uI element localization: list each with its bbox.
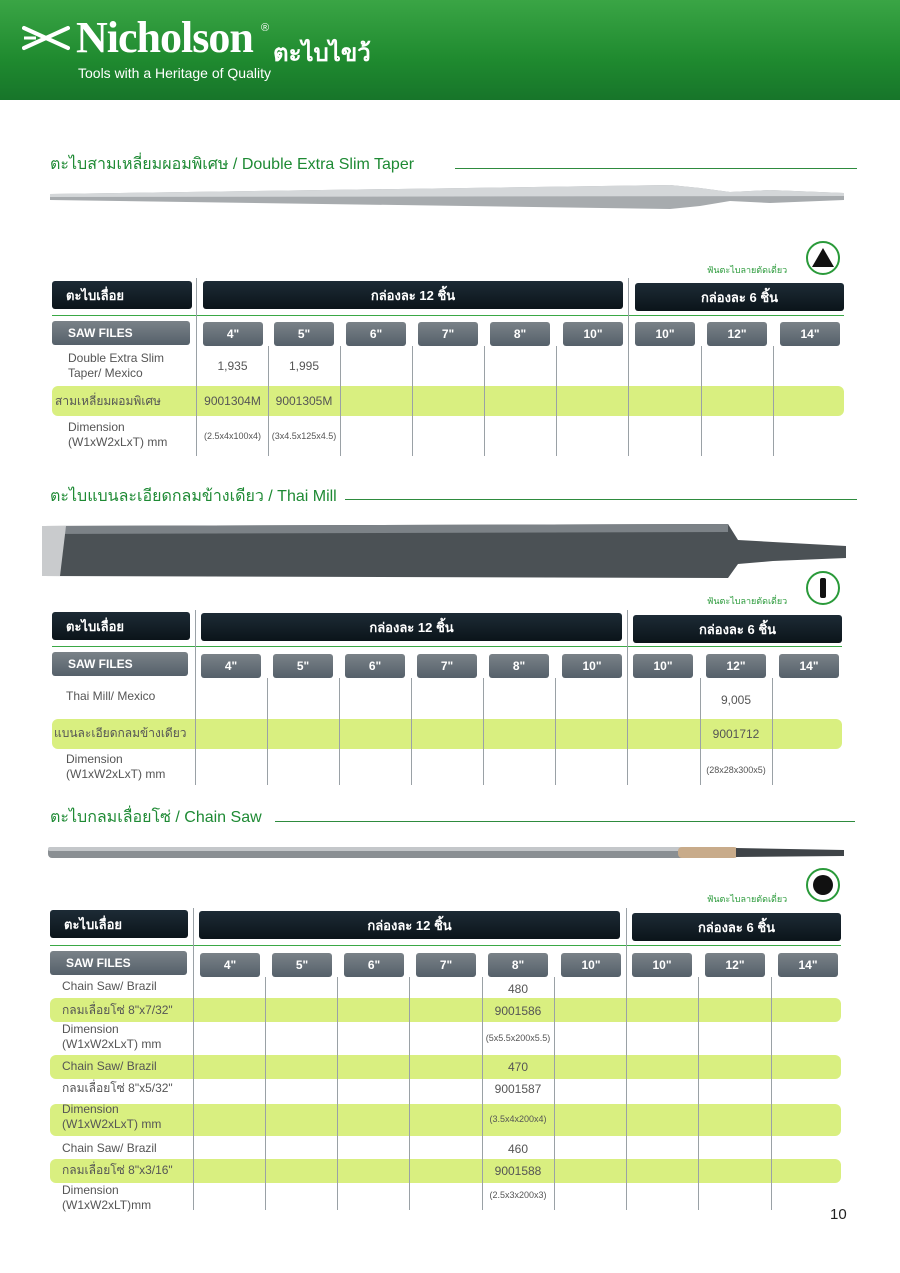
code-value: 9001304M xyxy=(204,394,261,408)
size-8in: 8" xyxy=(489,654,549,678)
brand-tagline: Tools with a Heritage of Quality xyxy=(78,65,271,81)
dimension-value: (5x5.5x200x5.5) xyxy=(485,1033,551,1043)
crossed-files-logo-icon xyxy=(22,24,70,52)
price-value: 460 xyxy=(507,1142,529,1156)
size-10in-box6: 10" xyxy=(633,654,693,678)
size-10in-box6: 10" xyxy=(635,322,695,346)
row-label: Double Extra Slim Taper/ Mexico xyxy=(68,351,165,380)
row-label: Dimension (W1xW2xLxT) mm xyxy=(62,1102,162,1131)
price-value: 480 xyxy=(507,982,529,996)
col-divider xyxy=(409,977,410,1210)
size-12in: 12" xyxy=(705,953,765,977)
profile-label: ฟันตะไบลายตัดเดี่ยว xyxy=(707,894,788,904)
row-label: Thai Mill/ Mexico xyxy=(66,689,156,703)
table-header-box6: กล่องละ 6 ชิ้น xyxy=(632,913,841,941)
row-label: กลมเลื่อยโซ่ 8"x5/32" xyxy=(62,1081,173,1095)
size-10in: 10" xyxy=(562,654,622,678)
col-divider xyxy=(483,678,484,785)
saw-files-label: SAW FILES xyxy=(50,951,187,975)
size-4in: 4" xyxy=(200,953,260,977)
mill-file-image xyxy=(38,518,848,584)
col-divider xyxy=(772,678,773,785)
col-divider xyxy=(628,278,629,456)
row-label: Dimension (W1xW2xLxT) mm xyxy=(66,752,166,781)
price-value: 1,935 xyxy=(217,359,248,373)
col-divider xyxy=(340,346,341,456)
size-14in: 14" xyxy=(779,654,839,678)
size-10in-box6: 10" xyxy=(632,953,692,977)
price-value: 1,995 xyxy=(288,359,320,373)
section-title-double-extra-slim: ตะไบสามเหลี่ยมผอมพิเศษ / Double Extra Slim Taper xyxy=(50,156,415,173)
code-value: 9001712 xyxy=(712,727,760,741)
row-label: Dimension (W1xW2xLxT) mm xyxy=(68,420,168,449)
dimension-value: (28x28x300x5) xyxy=(706,765,766,775)
size-7in: 7" xyxy=(416,953,476,977)
size-4in: 4" xyxy=(201,654,261,678)
triangle-icon xyxy=(806,241,840,275)
green-rule xyxy=(52,646,842,647)
section-title-chain-saw: ตะไบกลมเลื่อยโซ่ / Chain Saw xyxy=(50,809,262,826)
size-7in: 7" xyxy=(418,322,478,346)
size-6in: 6" xyxy=(344,953,404,977)
table-header-box12: กล่องละ 12 ชิ้น xyxy=(199,911,620,939)
row-label: Chain Saw/ Brazil xyxy=(62,1141,157,1155)
brand-name: Nicholson xyxy=(76,13,253,62)
col-divider xyxy=(556,346,557,456)
row-label: Dimension (W1xW2xLT)mm xyxy=(62,1183,152,1212)
size-10in: 10" xyxy=(563,322,623,346)
green-rule xyxy=(52,315,844,316)
col-divider xyxy=(411,678,412,785)
size-10in: 10" xyxy=(561,953,621,977)
size-8in: 8" xyxy=(488,953,548,977)
price-value: 470 xyxy=(507,1060,529,1074)
col-divider xyxy=(337,977,338,1210)
dimension-value: (3x4.5x125x4.5) xyxy=(271,431,337,441)
registered-mark: ® xyxy=(261,22,270,34)
size-4in: 4" xyxy=(203,322,263,346)
size-5in: 5" xyxy=(273,654,333,678)
col-divider xyxy=(267,678,268,785)
brand-banner xyxy=(0,0,900,100)
col-divider xyxy=(339,678,340,785)
section-title-thai-mill: ตะไบแบนละเอียดกลมข้างเดียว / Thai Mill xyxy=(50,488,337,505)
dimension-value: (3.5x4x200x4) xyxy=(489,1114,547,1124)
saw-files-label: SAW FILES xyxy=(52,321,190,345)
col-divider xyxy=(412,346,413,456)
row-label: สามเหลี่ยมผอมพิเศษ xyxy=(55,394,161,408)
code-value: 9001305M xyxy=(275,394,333,408)
size-6in: 6" xyxy=(346,322,406,346)
col-divider xyxy=(698,977,699,1210)
taper-file-image xyxy=(50,180,844,214)
flat-bar-icon xyxy=(806,571,840,605)
table-header-box6: กล่องละ 6 ชิ้น xyxy=(633,615,842,643)
section-rule xyxy=(345,499,857,500)
table-header-type: ตะไบเลื่อย xyxy=(52,281,192,309)
col-divider xyxy=(555,678,556,785)
code-value: 9001587 xyxy=(494,1082,542,1096)
col-divider xyxy=(773,346,774,456)
table-header-box12: กล่องละ 12 ชิ้น xyxy=(201,613,622,641)
row-label: กลมเลื่อยโซ่ 8"x7/32" xyxy=(62,1003,173,1017)
col-divider xyxy=(554,977,555,1210)
profile-label: ฟันตะไบลายตัดเดี่ยว xyxy=(707,596,788,606)
size-14in: 14" xyxy=(778,953,838,977)
col-divider xyxy=(265,977,266,1210)
table-header-type: ตะไบเลื่อย xyxy=(50,910,188,938)
row-label: กลมเลื่อยโซ่ 8"x3/16" xyxy=(62,1163,173,1177)
size-6in: 6" xyxy=(345,654,405,678)
size-8in: 8" xyxy=(490,322,550,346)
code-value: 9001588 xyxy=(494,1164,542,1178)
price-value: 9,005 xyxy=(720,693,752,707)
dimension-value: (2.5x3x200x3) xyxy=(489,1190,547,1200)
dimension-value: (2.5x4x100x4) xyxy=(203,431,262,441)
round-file-image xyxy=(48,842,844,864)
size-14in: 14" xyxy=(780,322,840,346)
row-label: แบนละเอียดกลมข้างเดียว xyxy=(54,726,187,740)
green-rule xyxy=(50,945,841,946)
col-divider xyxy=(195,610,196,785)
round-dot-icon xyxy=(806,868,840,902)
size-5in: 5" xyxy=(274,322,334,346)
table-header-type: ตะไบเลื่อย xyxy=(52,612,190,640)
brand-thai-name: ตะไบไขว้ xyxy=(273,40,371,67)
code-value: 9001586 xyxy=(494,1004,542,1018)
row-label: Chain Saw/ Brazil xyxy=(62,979,157,993)
col-divider xyxy=(193,908,194,1210)
col-divider xyxy=(627,610,628,785)
size-5in: 5" xyxy=(272,953,332,977)
col-divider xyxy=(701,346,702,456)
table-header-box6: กล่องละ 6 ชิ้น xyxy=(635,283,844,311)
saw-files-label: SAW FILES xyxy=(52,652,188,676)
section-rule xyxy=(275,821,855,822)
section-rule xyxy=(455,168,857,169)
size-12in: 12" xyxy=(707,322,767,346)
table-header-box12: กล่องละ 12 ชิ้น xyxy=(203,281,623,309)
row-label: Chain Saw/ Brazil xyxy=(62,1059,157,1073)
size-12in: 12" xyxy=(706,654,766,678)
row-label: Dimension (W1xW2xLxT) mm xyxy=(62,1022,162,1051)
col-divider xyxy=(771,977,772,1210)
col-divider xyxy=(626,908,627,1210)
profile-label: ฟันตะไบลายตัดเดี่ยว xyxy=(707,265,788,275)
page-number: 10 xyxy=(830,1206,847,1223)
col-divider xyxy=(484,346,485,456)
size-7in: 7" xyxy=(417,654,477,678)
